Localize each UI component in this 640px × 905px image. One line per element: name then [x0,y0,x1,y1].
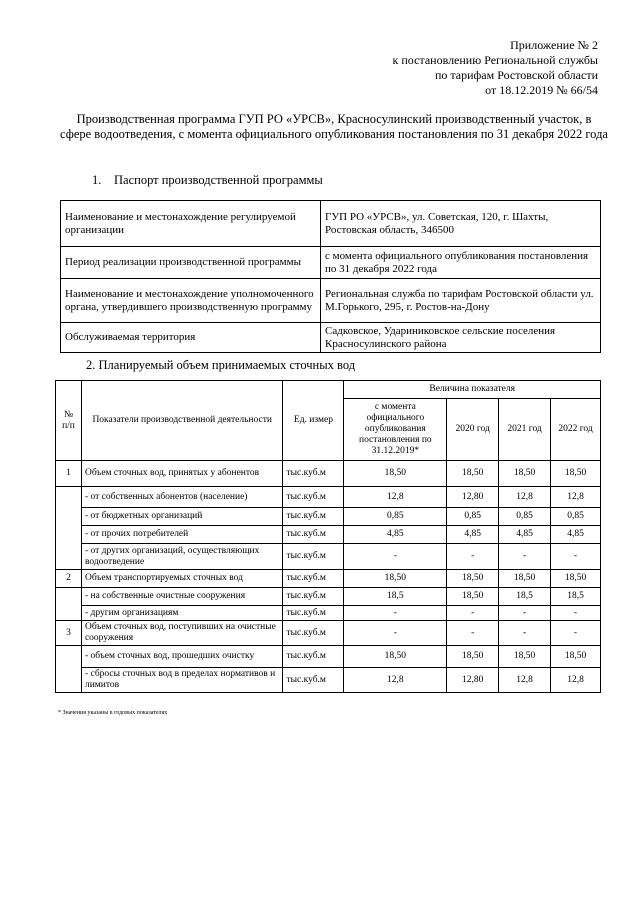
table-row [56,588,601,606]
row-value: 0,85 [344,508,447,526]
row-value: 18,50 [551,461,601,487]
row-value: 18,50 [447,461,499,487]
row-value: 18,50 [499,461,551,487]
row-value: 18,50 [551,570,601,588]
row-indicator: Объем транспортируемых сточных вод [81,570,283,588]
section-number: 1. [92,173,102,187]
table-row [56,508,601,526]
passport-label: Обслуживаемая территория [61,323,321,353]
row-value: - [344,606,447,621]
passport-value: Садковское, Удариниковское сельские поселения Красносулинского района [321,323,601,353]
passport-row [61,247,601,279]
document-title: Производственная программа ГУП РО «УРСВ», Красносулинский производственный участок, в сфере водоотведения, с момента официального опубликования постановления по 31 декабря 2022 года [60,112,608,141]
row-unit: тыс.куб.м [283,461,344,487]
row-value: 18,50 [499,570,551,588]
header-num: № п/п [56,381,82,461]
volume-table [55,380,601,693]
row-value: 18,50 [447,570,499,588]
table-row [56,461,601,487]
row-value: 12,8 [344,487,447,508]
table-row [56,544,601,570]
row-unit: тыс.куб.м [283,606,344,621]
passport-row [61,279,601,323]
header-unit: Ед. измер [283,381,344,461]
header-value-group: Величина показателя [344,381,601,399]
passport-row [61,323,601,353]
table-row [56,668,601,693]
row-value: 18,5 [499,588,551,606]
table-row [56,487,601,508]
passport-value: с момента официального опубликования постановления по 31 декабря 2022 года [321,247,601,279]
row-unit: тыс.куб.м [283,508,344,526]
row-unit: тыс.куб.м [283,544,344,570]
passport-table [60,200,601,353]
header-year: 2021 год [499,399,551,461]
row-indicator: - объем сточных вод, прошедших очистку [81,646,283,668]
row-value: 18,5 [551,588,601,606]
appendix-line: к постановлению Региональной службы [392,53,598,67]
row-value: 18,50 [344,646,447,668]
appendix-line: по тарифам Ростовской области [434,68,598,82]
row-number: 2 [56,570,82,588]
row-unit: тыс.куб.м [283,570,344,588]
header-row [56,381,601,399]
header-year: 2022 год [551,399,601,461]
footnote: * Значения указаны в годовых показателях [58,710,168,716]
row-value: 12,8 [551,487,601,508]
header-year: 2020 год [447,399,499,461]
appendix-line: Приложение № 2 [510,38,598,52]
row-unit: тыс.куб.м [283,668,344,693]
appendix-line: от 18.12.2019 № 66/54 [485,83,598,97]
row-value: 0,85 [551,508,601,526]
section-heading-volume: 2. Планируемый объем принимаемых сточных вод [86,358,356,372]
row-indicator: - от собственных абонентов (население) [81,487,283,508]
header-period: с момента официального опубликования постановления по 31.12.2019* [344,399,447,461]
table-row [56,606,601,621]
row-indicator: Объем сточных вод, принятых у абонентов [81,461,283,487]
section-title: Паспорт производственной программы [114,173,323,187]
appendix-block [393,38,598,98]
row-indicator: Объем сточных вод, поступивших на очистные сооружения [81,621,283,646]
row-number: 3 [56,621,82,646]
passport-value: ГУП РО «УРСВ», ул. Советская, 120, г. Шахты, Ростовская область, 346500 [321,201,601,247]
row-indicator: - от других организаций, осуществляющих водоотведение [81,544,283,570]
row-value: 18,50 [447,588,499,606]
row-indicator: - от прочих потребителей [81,526,283,544]
passport-value: Региональная служба по тарифам Ростовской области ул. М.Горького, 295, г. Ростов-на-Дону [321,279,601,323]
row-indicator: - на собственные очистные сооружения [81,588,283,606]
table-row [56,621,601,646]
row-value: 0,85 [499,508,551,526]
passport-row [61,201,601,247]
row-number-empty [56,646,82,693]
row-value: 12,80 [447,668,499,693]
row-value: - [551,621,601,646]
header-indicator: Показатели производственной деятельности [81,381,283,461]
row-unit: тыс.куб.м [283,646,344,668]
row-unit: тыс.куб.м [283,621,344,646]
row-unit: тыс.куб.м [283,526,344,544]
row-value: 18,50 [447,646,499,668]
row-value: 18,50 [551,646,601,668]
row-value: - [551,606,601,621]
row-value: 4,85 [499,526,551,544]
row-value: 4,85 [551,526,601,544]
row-value: - [344,544,447,570]
row-value: 18,50 [344,461,447,487]
row-value: - [499,606,551,621]
row-value: 12,8 [499,668,551,693]
row-value: 18,5 [344,588,447,606]
row-value: - [499,544,551,570]
passport-label: Период реализации производственной программы [61,247,321,279]
row-value: - [499,621,551,646]
row-value: 12,8 [499,487,551,508]
table-row [56,526,601,544]
table-row [56,646,601,668]
section-heading-passport [92,173,323,188]
row-value: - [344,621,447,646]
row-number: 1 [56,461,82,487]
row-indicator: - от бюджетных организаций [81,508,283,526]
row-indicator: - другим организациям [81,606,283,621]
row-value: 0,85 [447,508,499,526]
row-unit: тыс.куб.м [283,487,344,508]
row-value: 4,85 [447,526,499,544]
row-value: 18,50 [344,570,447,588]
row-value: 4,85 [344,526,447,544]
row-value: 12,8 [344,668,447,693]
row-value: - [447,621,499,646]
passport-label: Наименование и местонахождение уполномоченного органа, утвердившего производственную программу [61,279,321,323]
row-value: 12,80 [447,487,499,508]
row-value: 12,8 [551,668,601,693]
row-indicator: - сбросы сточных вод в пределах нормативов и лимитов [81,668,283,693]
row-number-empty [56,588,82,621]
row-number-empty [56,487,82,570]
row-value: - [447,544,499,570]
row-unit: тыс.куб.м [283,588,344,606]
row-value: - [447,606,499,621]
volume-table-body [56,461,601,693]
passport-label: Наименование и местонахождение регулируемой организации [61,201,321,247]
row-value: - [551,544,601,570]
row-value: 18,50 [499,646,551,668]
table-row [56,570,601,588]
